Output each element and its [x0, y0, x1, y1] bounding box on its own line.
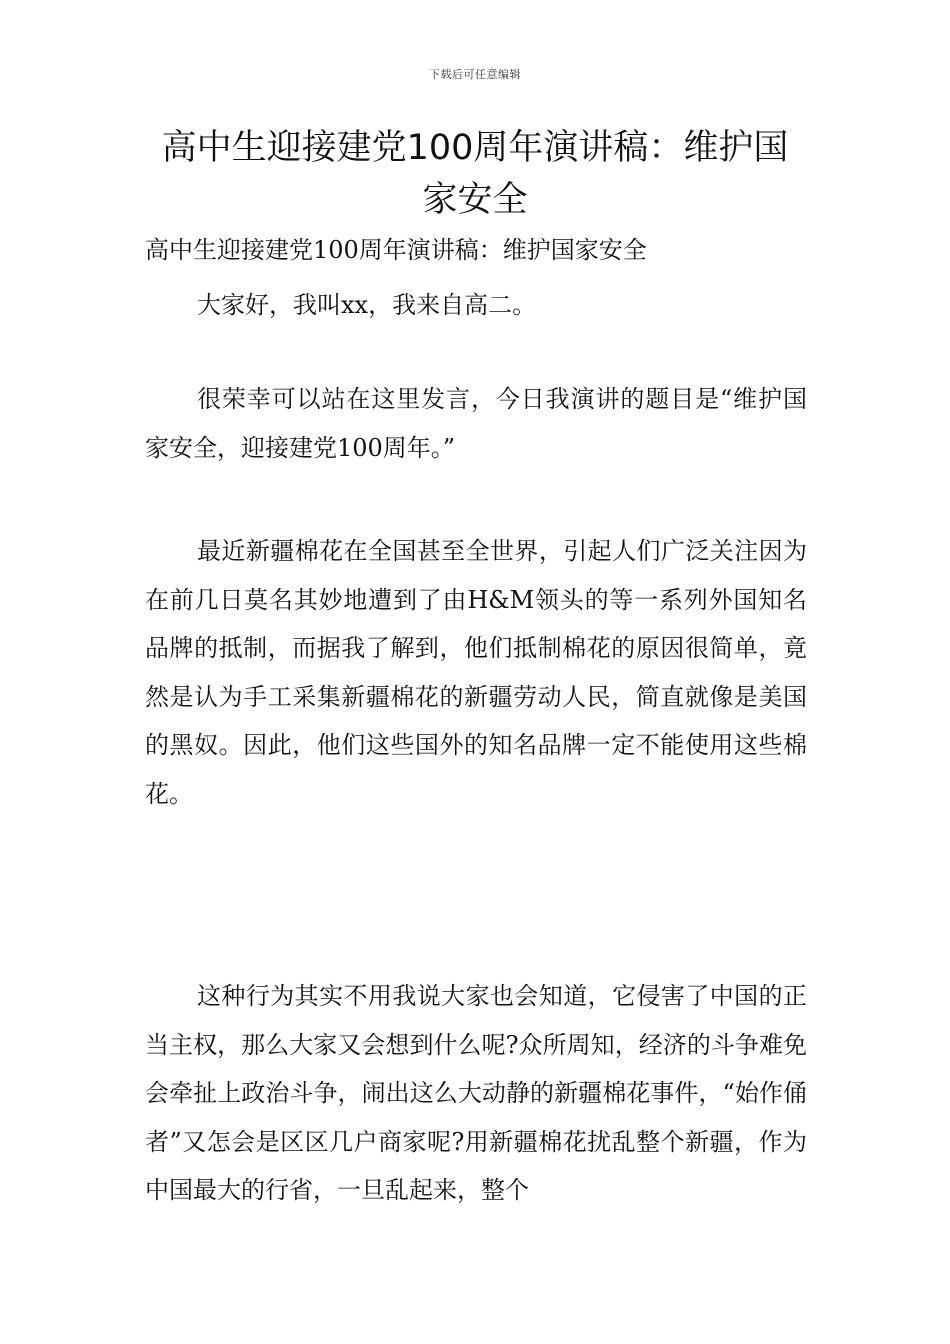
header-note: 下载后可任意编辑	[429, 68, 521, 81]
document-subtitle: 高中生迎接建党100周年演讲稿：维护国家安全	[145, 236, 647, 264]
document-title: 高中生迎接建党100周年演讲稿：维护国家安全	[161, 128, 789, 220]
paragraph-cotton-event: 最近新疆棉花在全国甚至全世界，引起人们广泛关注因为在前几日莫名其妙地遭到了由H&M领头的等一系列外国知名品牌的抵制，而据我了解到，他们抵制棉花的原因很简单，竟然是认为手工采集新疆棉花的新疆劳动人民，简直就像是美国的黑奴。因此，他们这些国外的知名品牌一定不能使用这些棉花。	[145, 537, 807, 808]
paragraph-sovereignty: 这种行为其实不用我说大家也会知道，它侵害了中国的正当主权，那么大家又会想到什么呢?众所周知，经济的斗争难免会牵扯上政治斗争，闹出这么大动静的新疆棉花事件，“始作俑者”又怎会是区区几户商家呢?用新疆棉花扰乱整个新疆，作为中国最大的行省，一旦乱起来，整个	[145, 982, 807, 1204]
paragraph-greeting: 大家好，我叫xx，我来自高二。	[197, 291, 537, 319]
paragraph-topic: 很荣幸可以站在这里发言，今日我演讲的题目是“维护国家安全，迎接建党100周年。”	[145, 385, 807, 462]
